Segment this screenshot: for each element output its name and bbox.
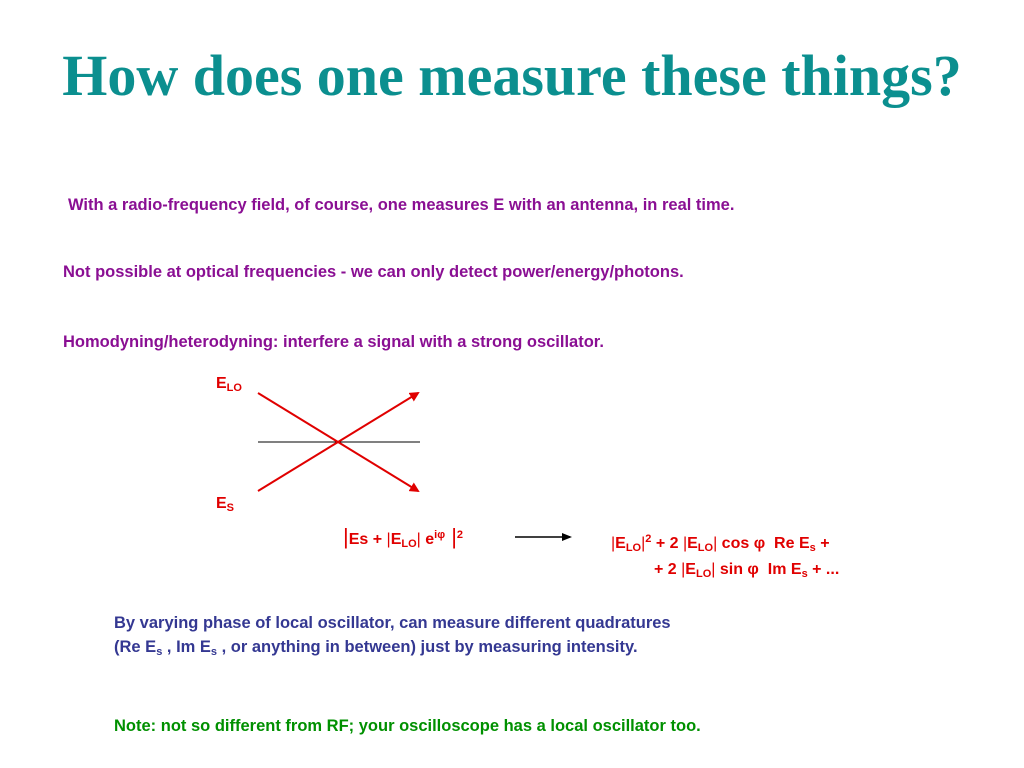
e-s-label: $E_S$	[216, 495, 235, 514]
intensity-formula: $|Es + |E_{LO}|$ $e^{i\varphi}$ $|^2$	[343, 524, 464, 550]
quadratures-text-line-2: (Re $E_s$ , Im $E_s$ , or anything in between) just by measuring intensity.	[114, 638, 638, 658]
expansion-line-2: + 2 $|E_{LO}|$ sin φ Im $E_s$ + ...	[654, 561, 840, 580]
optical-limitation-text: Not possible at optical frequencies - we can only detect power/energy/photons.	[63, 263, 684, 281]
homodyning-text: Homodyning/heterodyning: interfere a signal with a strong oscillator.	[63, 333, 604, 351]
page-title: How does one measure these things?	[62, 43, 962, 108]
quadratures-text-line-1: By varying phase of local oscillator, can measure different quadratures	[114, 614, 671, 632]
note-text: Note: not so different from RF; your oscilloscope has a local oscillator too.	[114, 717, 701, 735]
expansion-line-1: $|E_{LO}|^2 + 2$ $|E_{LO}|$ cos φ Re $E_s$ +	[611, 533, 830, 554]
rf-antenna-text: With a radio-frequency field, of course, one measures E with an antenna, in real time.	[68, 196, 735, 214]
e-lo-label: $E_{LO}$	[216, 375, 242, 394]
